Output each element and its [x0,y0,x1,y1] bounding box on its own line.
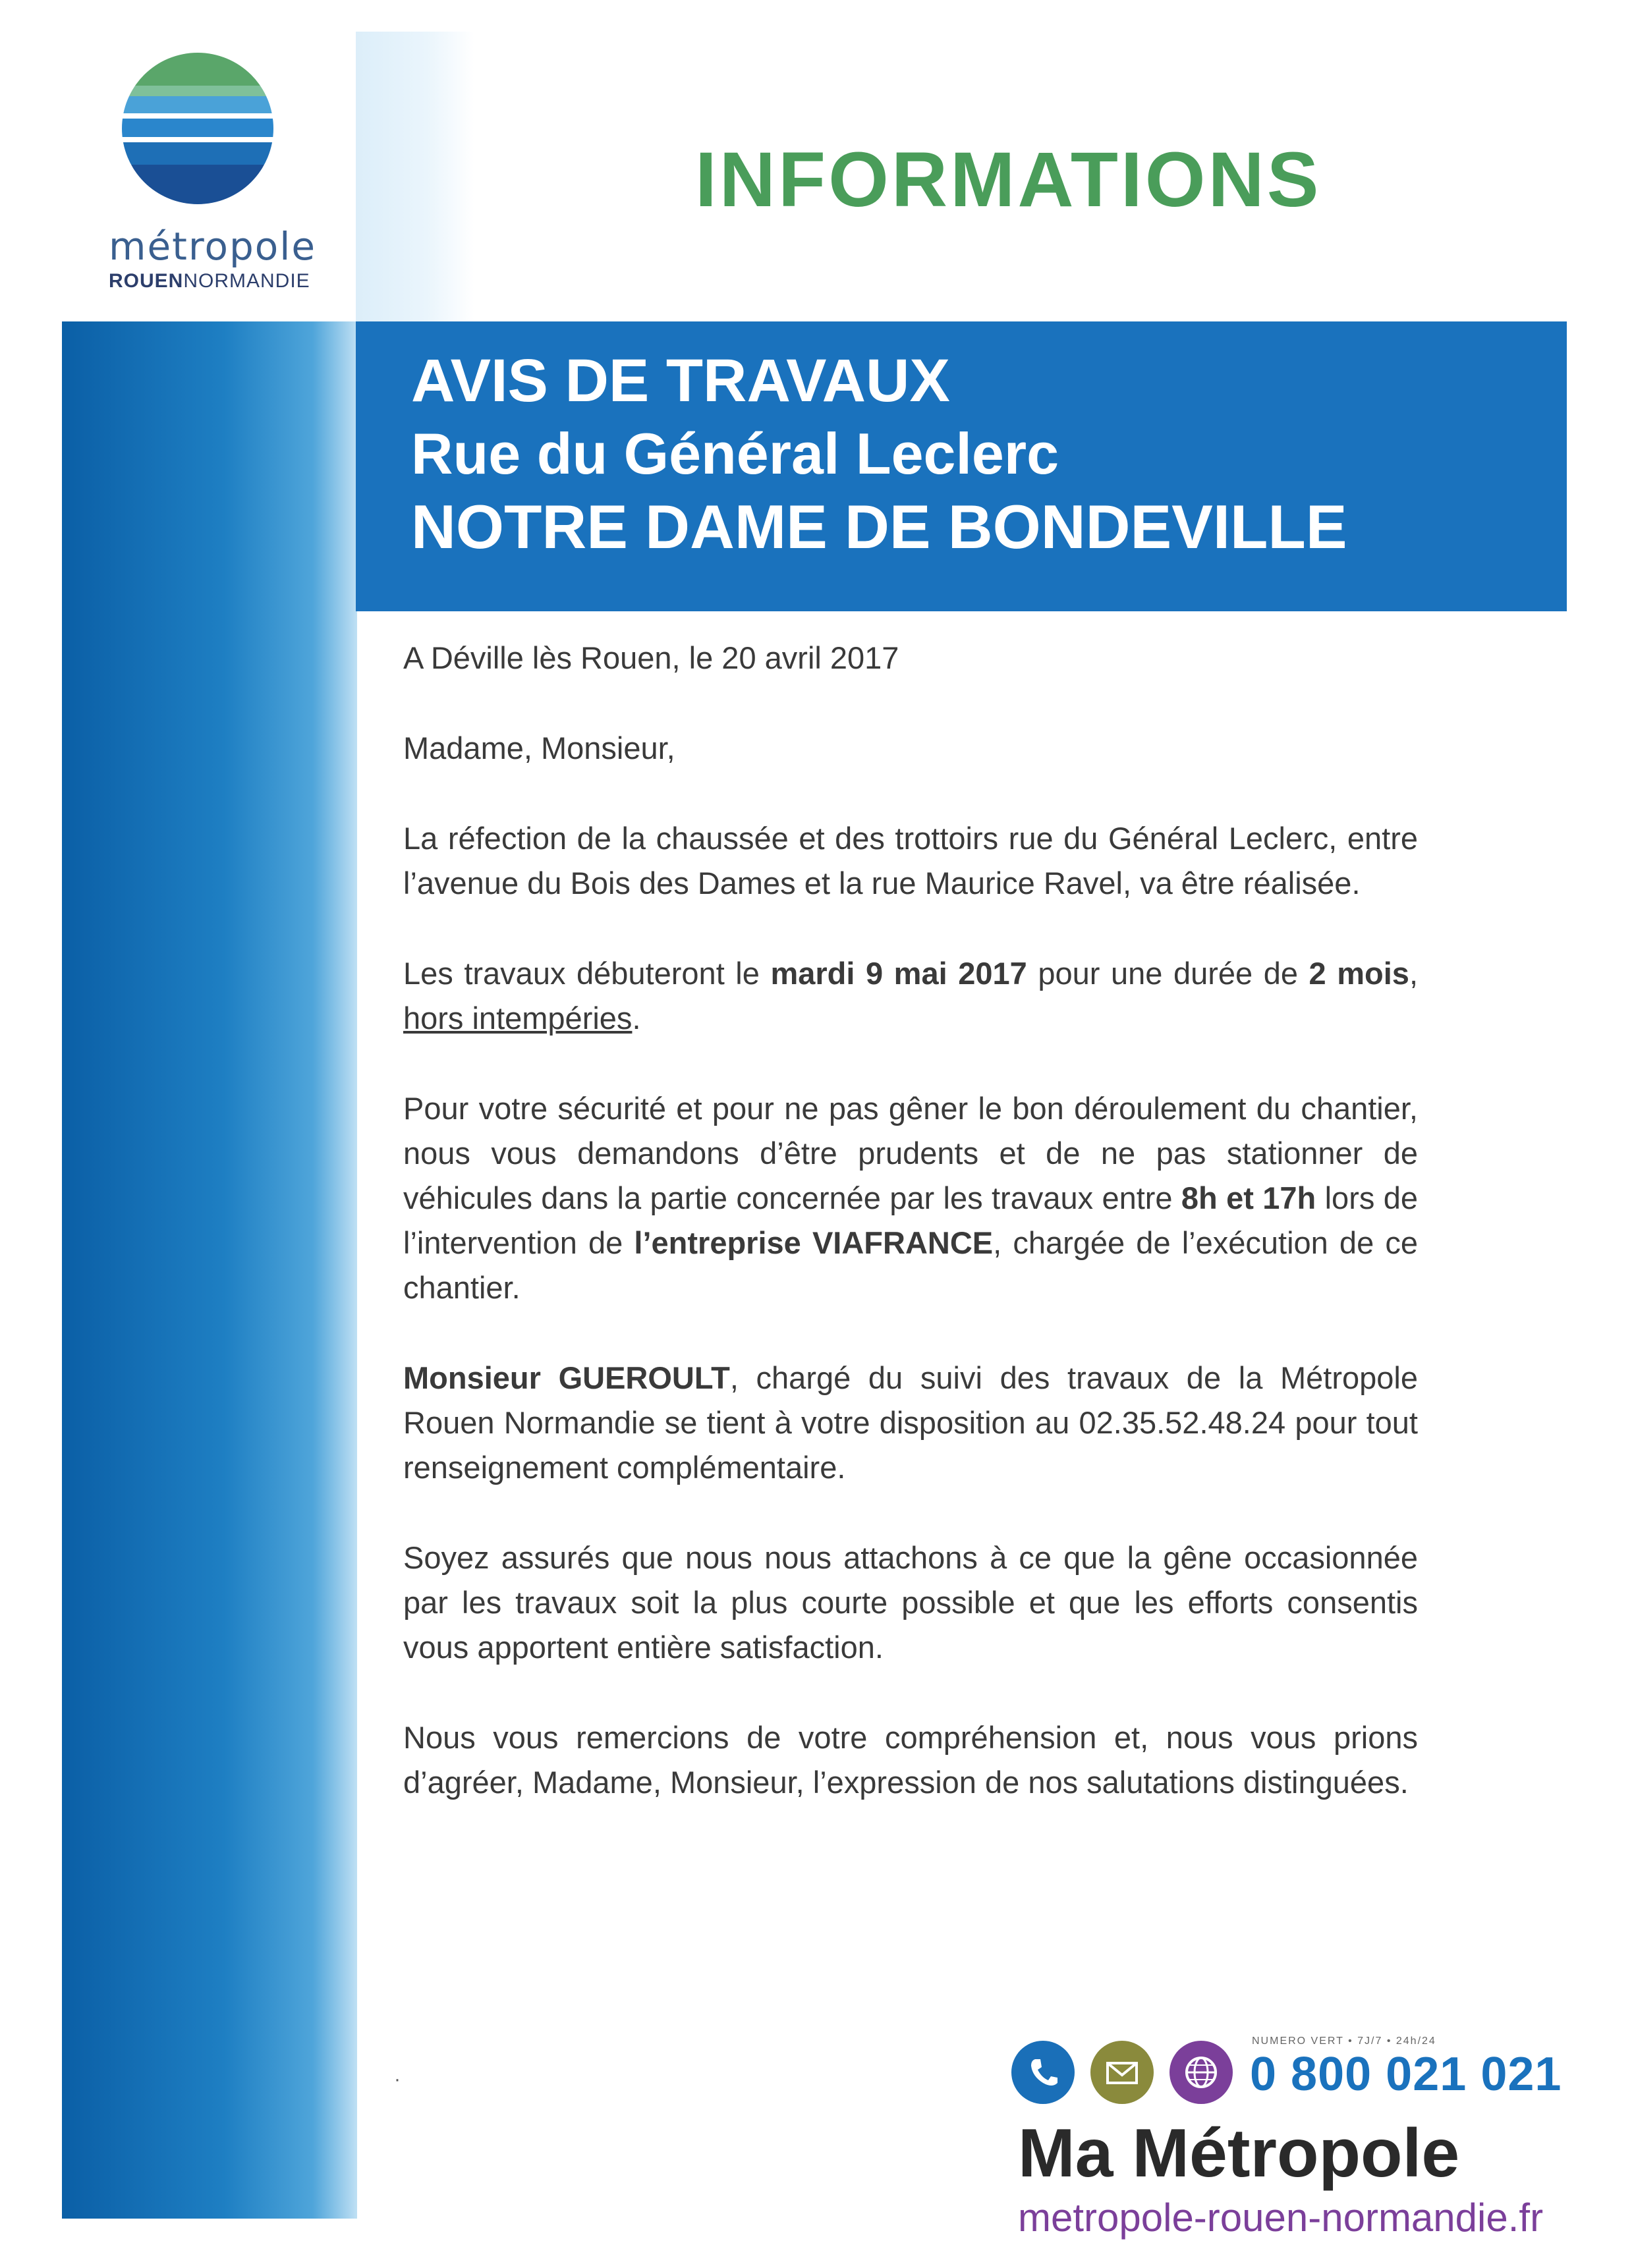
paragraph-5: Soyez assurés que nous nous attachons à ce que la gêne occasionnée par les travaux soit la plus courte possible et que les efforts consentis vous apportent entière satisfaction. [403,1540,1418,1665]
salutation: Madame, Monsieur, [403,731,675,765]
title-banner [356,321,1567,611]
paragraph-6: Nous vous remercions de votre compréhension et, nous vous prions d’agréer, Madame, Monsieur, l’expression de nos salutations distinguées. [403,1720,1418,1800]
mail-icon [1090,2041,1154,2104]
globe-icon [1169,2041,1233,2104]
left-blue-column [62,321,357,2219]
phone-icon [1011,2041,1075,2104]
letter-body [403,636,1418,1850]
paragraph-1: La réfection de la chaussée et des trottoirs rue du Général Leclerc, entre l’avenue du Bois des Dames et la rue Maurice Ravel, va être réalisée. [403,821,1418,900]
brand-name: Ma Métropole [1018,2115,1460,2192]
paragraph-3: Pour votre sécurité et pour ne pas gêner le bon déroulement du chantier, nous vous demandons d’être prudents et de ne pas stationner de véhicules dans la partie concernée par les travaux entre 8h et 17h lors de l’intervention de l’entreprise VIAFRANCE, chargée de l’exécution de ce chantier. [403,1091,1418,1305]
logo-globe-icon [112,53,283,204]
paragraph-4: Monsieur GUEROULT, chargé du suivi des travaux de la Métropole Rouen Normandie se tient à votre disposition au 02.35.52.48.24 pour tout renseignement complémentaire. [403,1360,1419,1485]
title-line-1: AVIS DE TRAVAUX [411,347,950,414]
stray-mark: · [394,2068,401,2090]
logo-name: métropole [109,224,317,269]
paragraph-2: Les travaux débuteront le mardi 9 mai 2017 pour une durée de 2 mois, hors intempéries. [403,956,1418,1036]
date-line: A Déville lès Rouen, le 20 avril 2017 [403,640,899,675]
numero-vert-label: NUMERO VERT • 7J/7 • 24h/24 [1252,2035,1436,2047]
top-light-band [356,32,474,321]
logo-subtitle: ROUENNORMANDIE [109,270,310,292]
phone-number: 0 800 021 021 [1250,2048,1562,2101]
title-line-2: Rue du Général Leclerc [411,421,1059,486]
footer-contact [1011,2022,1562,2240]
title-line-3: NOTRE DAME DE BONDEVILLE [411,492,1347,561]
informations-heading: INFORMATIONS [695,136,1322,223]
website-url: metropole-rouen-normandie.fr [1018,2196,1544,2240]
